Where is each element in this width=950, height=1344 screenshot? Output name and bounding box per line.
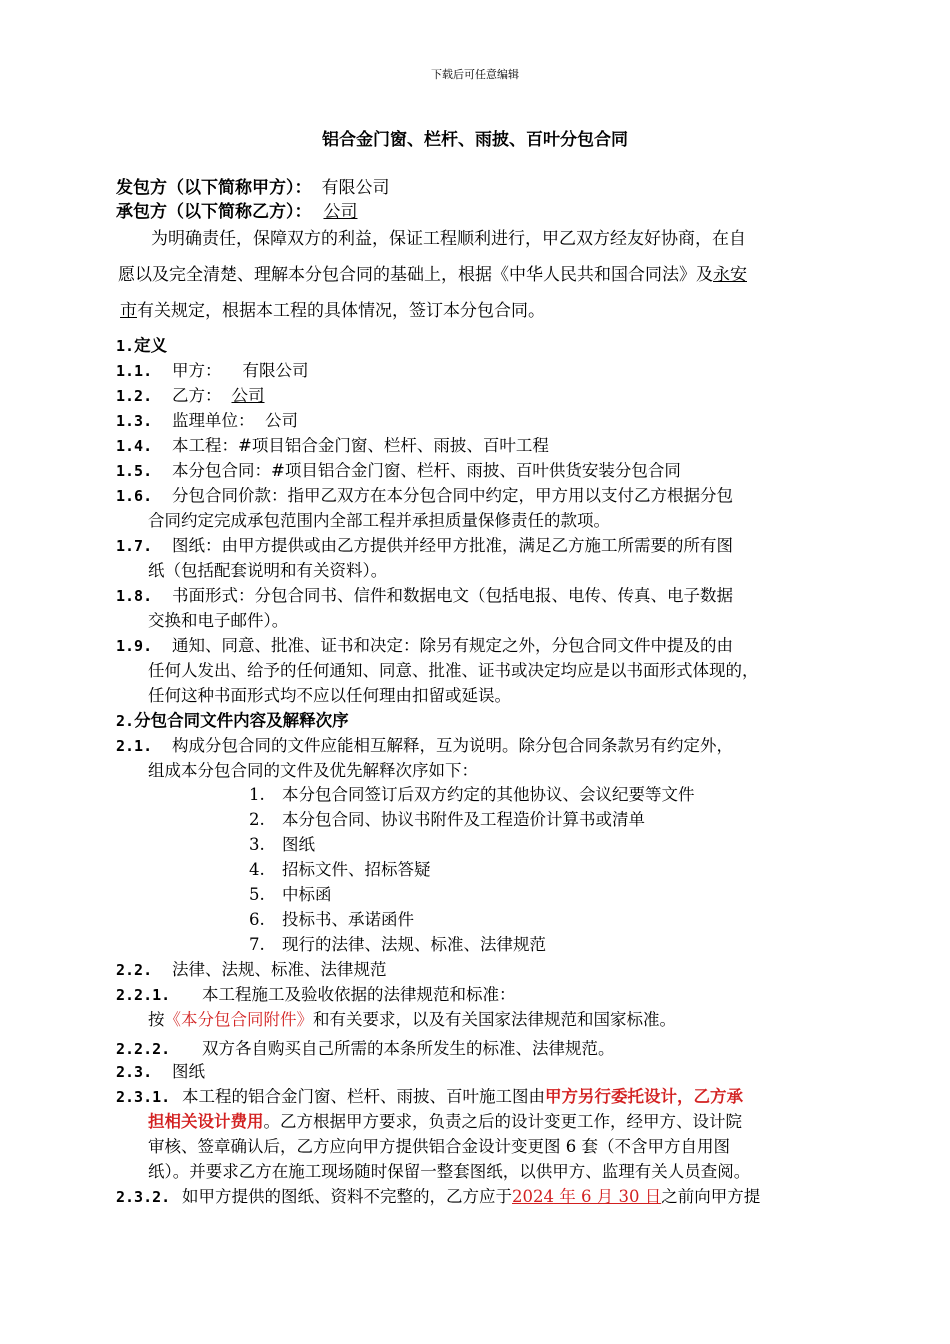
clause-2-3-2: 2.3.2. 如甲方提供的图纸、资料不完整的，乙方应于2024 年 6 月 30 日之前向甲方提 — [116, 1187, 761, 1206]
clause-1-7: 1.7. 图纸：由甲方提供或由乙方提供并经甲方批准，满足乙方施工所需要的所有图 — [116, 536, 733, 555]
party-a — [116, 177, 390, 199]
header-note: 下载后可任意编辑 — [431, 68, 519, 81]
city-name: 永安 — [713, 265, 747, 285]
clause-1-9-cont-2: 任何这种书面形式均不应以任何理由扣留或延误。 — [148, 686, 511, 705]
clause-2-2-2: 2.2.2. 双方各自购买自己所需的本条所发生的标准、法律规范。 — [116, 1039, 615, 1058]
list-item: 6. 投标书、承诺函件 — [249, 910, 414, 929]
intro-line-2: 愿以及完全清楚、理解本分包合同的基础上，根据《中华人民共和国合同法》及永安 — [118, 265, 747, 285]
list-item: 7. 现行的法律、法规、标准、法律规范 — [249, 935, 546, 954]
clause-2-2: 2.2. 法律、法规、标准、法律规范 — [116, 960, 387, 979]
clause-1-2: 1.2. 乙方： 公司 — [116, 386, 265, 405]
clause-1-1: 1.1. 甲方： 有限公司 — [116, 361, 309, 380]
clause-2-3: 2.3. 图纸 — [116, 1062, 205, 1081]
intro-line-1: 为明确责任，保障双方的利益，保证工程顺利进行，甲乙双方经友好协商，在自 — [151, 229, 746, 249]
section-1-heading: 1.定义 — [116, 336, 168, 355]
intro-line-3: 市有关规定，根据本工程的具体情况，签订本分包合同。 — [120, 301, 545, 321]
list-item: 3. 图纸 — [249, 835, 315, 854]
clause-2-3-1-cont-2: 审核、签章确认后，乙方应向甲方提供铝合金设计变更图 6 套（不含甲方自用图 — [148, 1137, 730, 1156]
clause-1-4: 1.4. 本工程：#项目铝合金门窗、栏杆、雨披、百叶工程 — [116, 436, 549, 455]
clause-1-7-cont: 纸（包括配套说明和有关资料）。 — [148, 561, 388, 580]
list-item: 1. 本分包合同签订后双方约定的其他协议、会议纪要等文件 — [249, 785, 695, 804]
clause-2-2-1: 2.2.1. 本工程施工及验收依据的法律规范和标准： — [116, 985, 516, 1004]
section-2-heading: 2.分包合同文件内容及解释次序 — [116, 711, 349, 730]
clause-1-9-cont-1: 任何人发出、给予的任何通知、同意、批准、证书或决定均应是以书面形式体现的， — [148, 661, 759, 680]
list-item: 5. 中标函 — [249, 885, 332, 904]
deadline-date: 2024 年 6 月 30 日 — [512, 1187, 662, 1206]
clause-1-8-cont: 交换和电子邮件）。 — [148, 611, 289, 630]
clause-2-2-1-cont: 按《本分包合同附件》和有关要求，以及有关国家法律规范和国家标准。 — [148, 1010, 676, 1029]
list-item: 2. 本分包合同、协议书附件及工程造价计算书或清单 — [249, 810, 645, 829]
clause-2-1: 2.1. 构成分包合同的文件应能相互解释，互为说明。除分包合同条款另有约定外， — [116, 736, 733, 755]
clause-2-3-1: 2.3.1. 本工程的铝合金门窗、栏杆、雨披、百叶施工图由甲方另行委托设计，乙方承 — [116, 1087, 743, 1106]
party-b — [116, 201, 358, 223]
clause-1-5: 1.5. 本分包合同：#项目铝合金门窗、栏杆、雨披、百叶供货安装分包合同 — [116, 461, 681, 480]
clause-2-3-1-cont-3: 纸）。并要求乙方在施工现场随时保留一整套图纸，以供甲方、监理有关人员查阅。 — [148, 1162, 751, 1181]
list-item: 4. 招标文件、招标答疑 — [249, 860, 431, 879]
clause-1-6: 1.6. 分包合同价款：指甲乙双方在本分包合同中约定，甲方用以支付乙方根据分包 — [116, 486, 733, 505]
clause-2-1-cont: 组成本分包合同的文件及优先解释次序如下： — [148, 761, 478, 780]
appendix-reference: 《本分包合同附件》 — [164, 1010, 313, 1029]
document-title: 铝合金门窗、栏杆、雨披、百叶分包合同 — [322, 130, 628, 150]
clause-1-3: 1.3. 监理单位： 公司 — [116, 411, 298, 430]
clause-2-3-1-cont-1: 担相关设计费用。乙方根据甲方要求，负责之后的设计变更工作，经甲方、设计院 — [148, 1112, 742, 1131]
party-a-label: 发包方（以下简称甲方）： — [116, 178, 312, 198]
party-b-label: 承包方（以下简称乙方）： — [116, 202, 312, 222]
clause-1-9: 1.9. 通知、同意、批准、证书和决定：除另有规定之外，分包合同文件中提及的由 — [116, 636, 733, 655]
party-a-value: 有限公司 — [321, 178, 390, 198]
clause-1-8: 1.8. 书面形式：分包合同书、信件和数据电文（包括电报、电传、传真、电子数据 — [116, 586, 733, 605]
party-b-value: 公司 — [323, 202, 358, 222]
clause-1-6-cont: 合同约定完成承包范围内全部工程并承担质量保修责任的款项。 — [148, 511, 610, 530]
